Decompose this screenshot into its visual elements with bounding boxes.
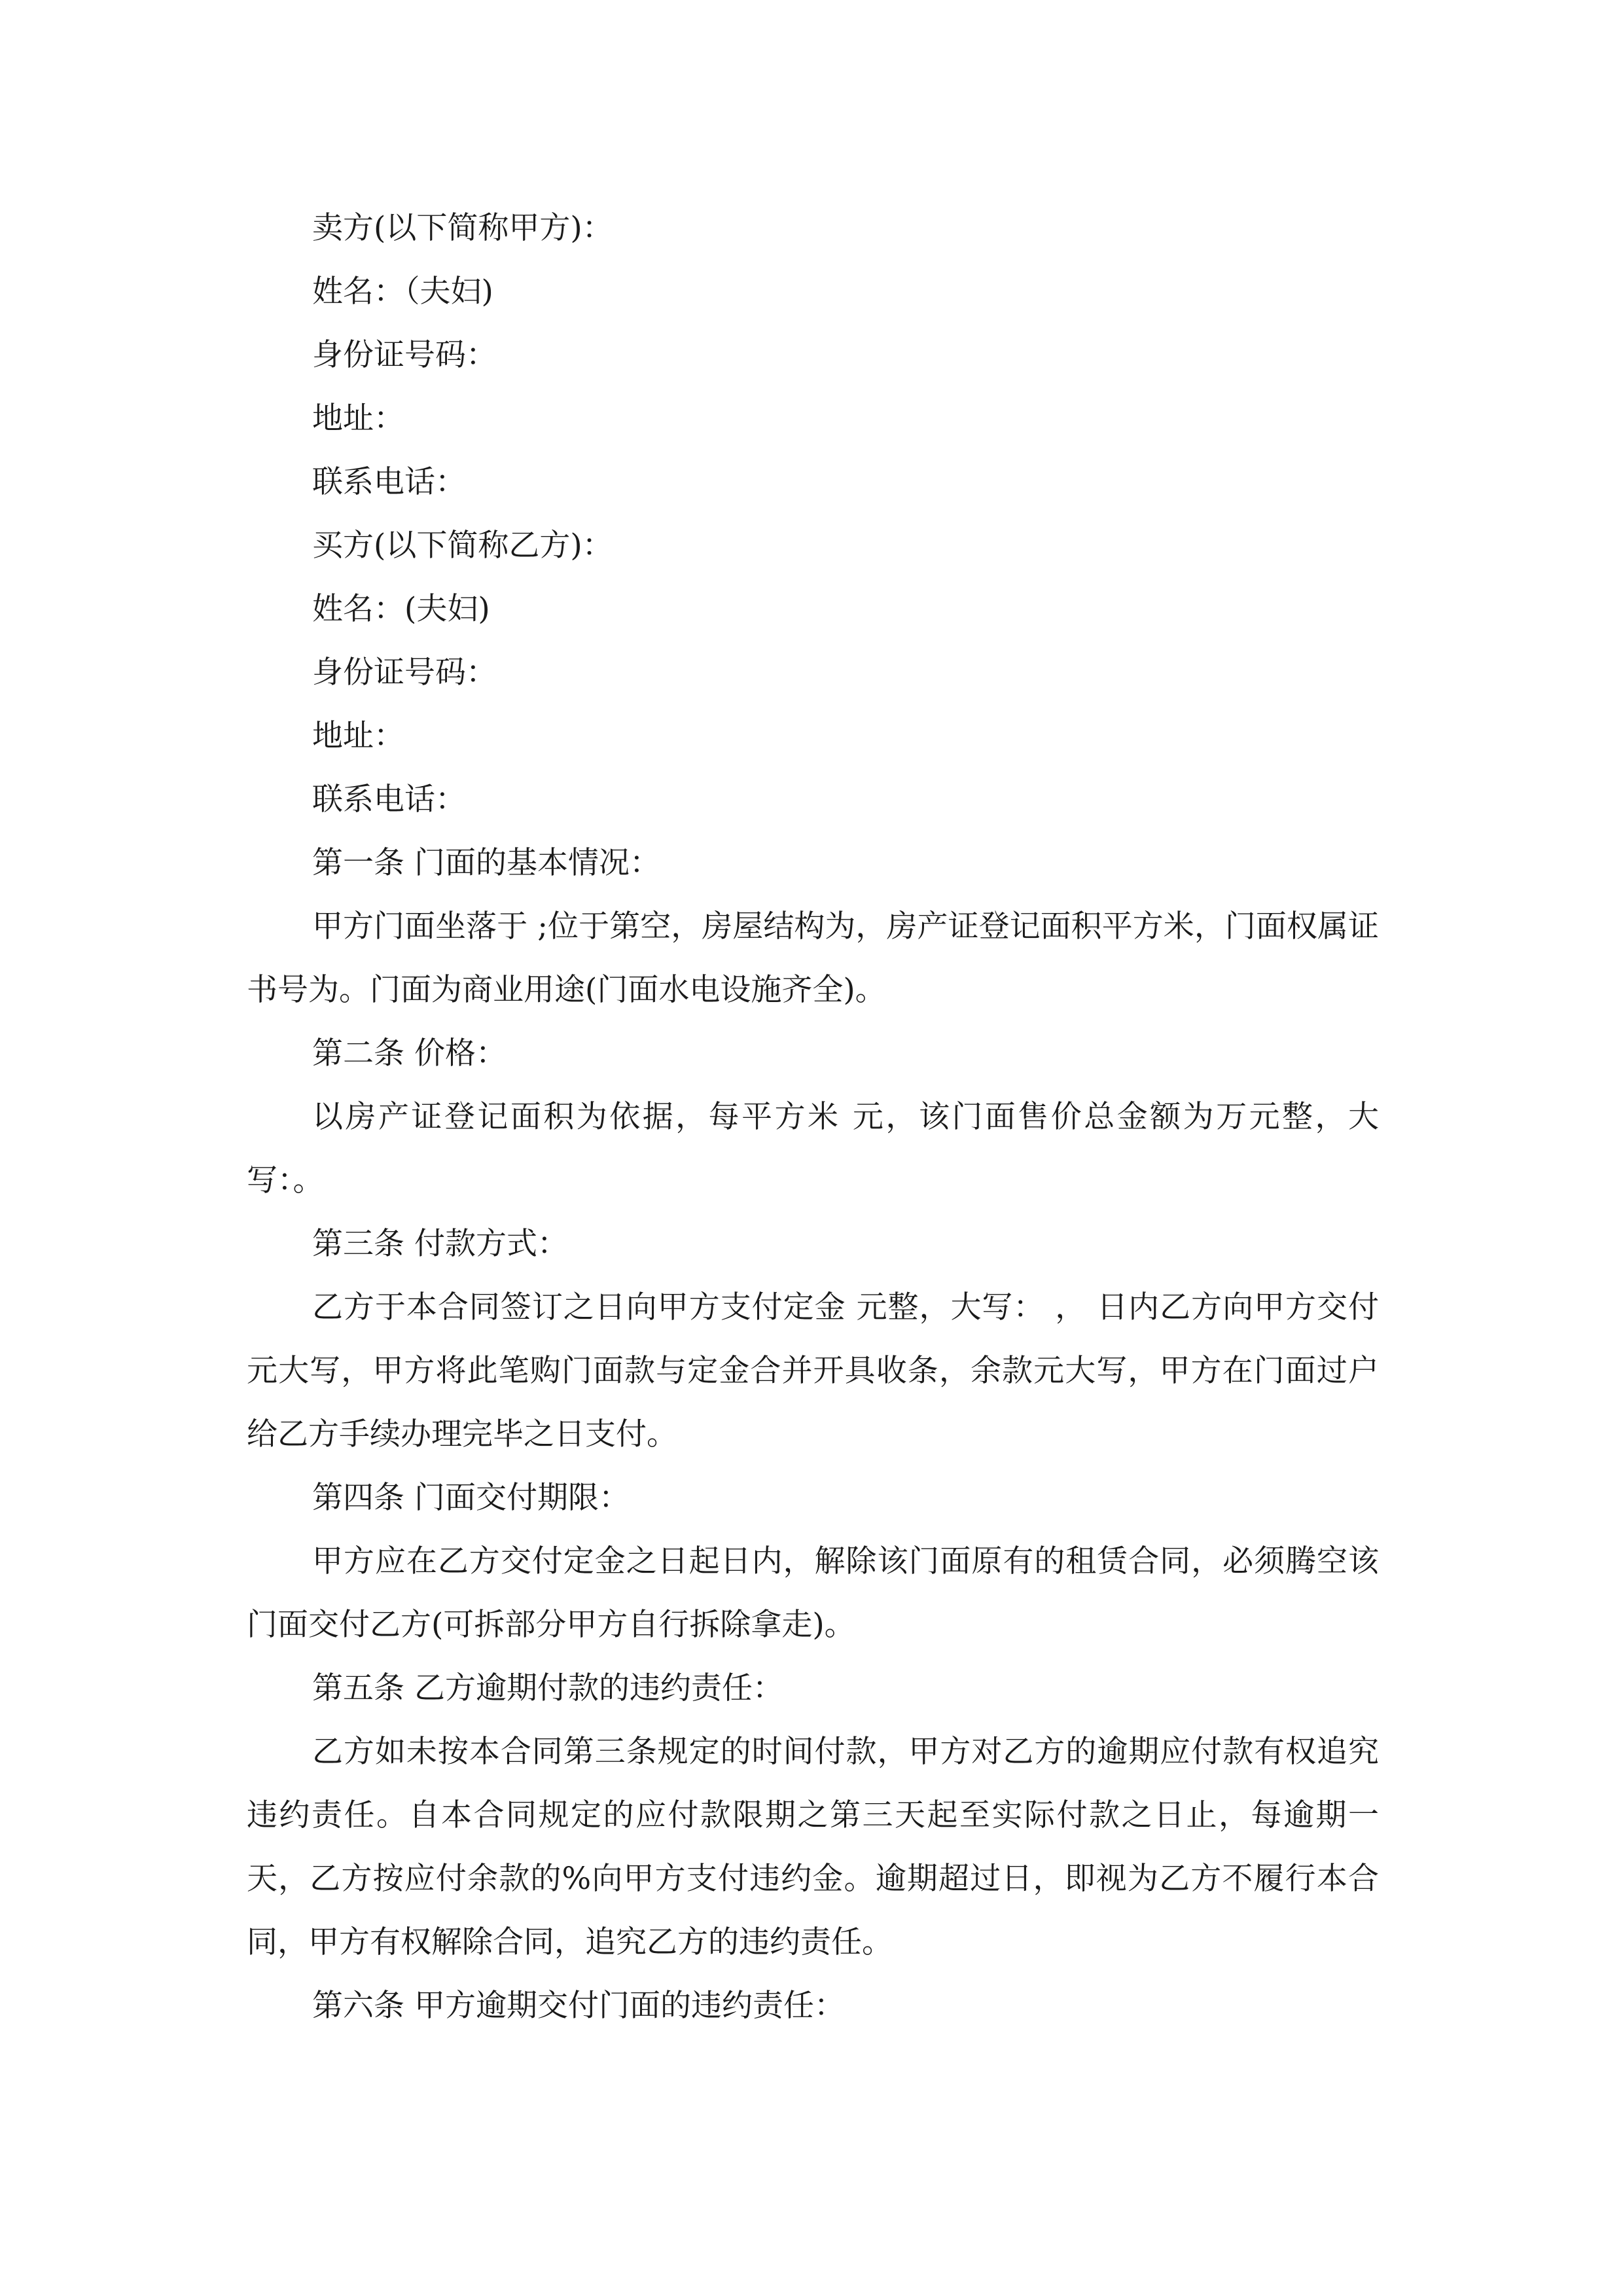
- buyer-name: 姓名：(夫妇): [312, 591, 490, 627]
- article-4-body: 甲方应在乙方交付定金之日起日内，解除该门面原有的租赁合同，必须腾空该门面交付乙方(可拆部分甲方自行拆除拿走)。: [247, 1543, 1379, 1643]
- article-3-body: 乙方于本合同签订之日向甲方支付定金 元整，大写： ， 日内乙方向甲方交付 元大写，甲方将此笔购门面款与定金合并开具收条，余款元大写，甲方在门面过户给乙方手续办理完毕之日支付。: [247, 1289, 1379, 1452]
- seller-heading: 卖方(以下简称甲方)：: [312, 210, 613, 246]
- contract-body: [247, 196, 1379, 2037]
- buyer-id-number: 身份证号码：: [312, 655, 497, 691]
- seller-address: 地址：: [312, 401, 404, 437]
- seller-phone: 联系电话：: [312, 464, 466, 500]
- article-3-title: 第三条 付款方式：: [312, 1226, 568, 1262]
- article-6-title: 第六条 甲方逾期交付门面的违约责任：: [312, 1988, 845, 2024]
- article-1-body: 甲方门面坐落于 ;位于第空，房屋结构为，房产证登记面积平方米，门面权属证书号为。门面为商业用途(门面水电设施齐全)。: [247, 908, 1379, 1008]
- seller-id-number: 身份证号码：: [312, 337, 497, 373]
- article-1-title: 第一条 门面的基本情况：: [312, 845, 660, 881]
- article-5-title: 第五条 乙方逾期付款的违约责任：: [312, 1670, 783, 1706]
- seller-name: 姓名：（夫妇): [312, 274, 493, 310]
- article-2-title: 第二条 价格：: [312, 1035, 507, 1071]
- buyer-address: 地址：: [312, 718, 404, 754]
- article-5-body: 乙方如未按本合同第三条规定的时间付款，甲方对乙方的逾期应付款有权追究违约责任。自本合同规定的应付款限期之第三天起至实际付款之日止，每逾期一天，乙方按应付余款的%向甲方支付违约金。逾期超过日，即视为乙方不履行本合同，甲方有权解除合同，追究乙方的违约责任。: [247, 1734, 1379, 1960]
- article-2-body: 以房产证登记面积为依据，每平方米 元，该门面售价总金额为万元整，大写：。: [247, 1099, 1379, 1198]
- article-4-title: 第四条 门面交付期限：: [312, 1480, 630, 1516]
- buyer-phone: 联系电话：: [312, 781, 466, 817]
- buyer-heading: 买方(以下简称乙方)：: [312, 528, 613, 564]
